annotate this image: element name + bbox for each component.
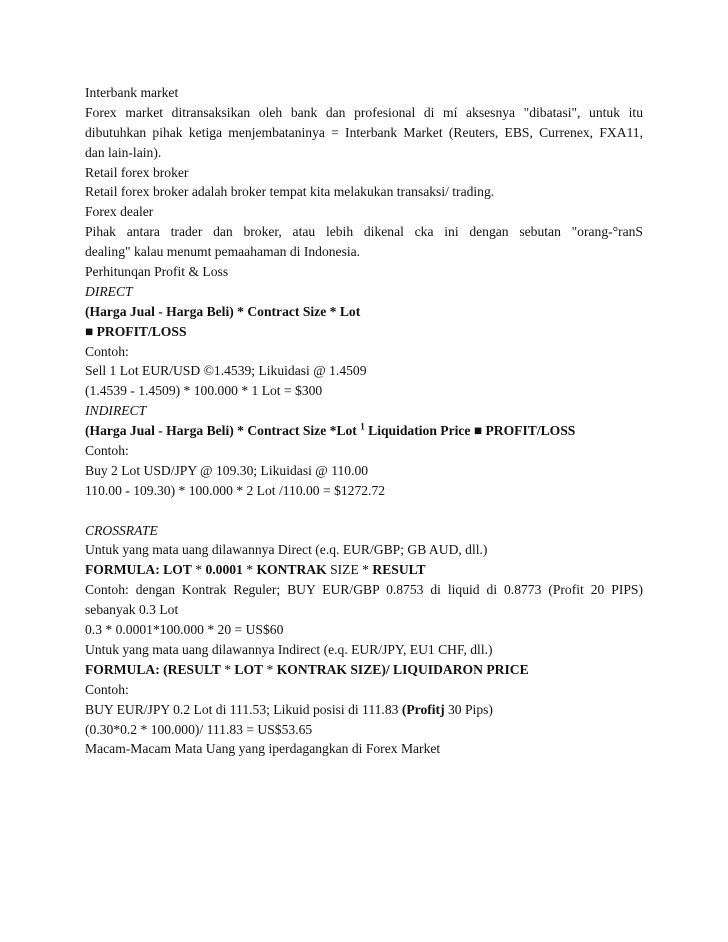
document-body bbox=[85, 83, 643, 759]
indirect-heading: INDIRECT bbox=[85, 403, 147, 419]
indirect-example-label: Contoh: bbox=[85, 443, 129, 459]
crossrate-indirect-example-line-1 bbox=[85, 700, 643, 720]
direct-heading: DIRECT bbox=[85, 283, 133, 299]
crossrate-direct-example-line-3: 0.3 * 0.0001*100.000 * 20 = US$60 bbox=[85, 622, 284, 638]
crossrate-indirect-example-line-2: (0.30*0.2 * 100.000)/ 111.83 = US$53.65 bbox=[85, 721, 313, 737]
direct-result: ■ PROFIT/LOSS bbox=[85, 323, 187, 339]
dealer-paragraph-line-1: Pihak antara trader dan broker, atau lebih dikenal cka ini dengan sebutan "orang-°ranS bbox=[85, 224, 643, 240]
indirect-formula bbox=[85, 421, 643, 441]
crossrate-indirect-example-label: Contoh: bbox=[85, 681, 129, 697]
formula-part-1: FORMULA: LOT bbox=[85, 562, 192, 578]
example-text-post: 30 Pips) bbox=[444, 701, 493, 717]
calc-heading: Perhitunqan Profit & Loss bbox=[85, 264, 229, 280]
crossrate-direct-formula bbox=[85, 560, 643, 580]
indirect-formula-part-b: Liquidation Price ■ PROFIT/LOSS bbox=[364, 423, 576, 439]
example-text-bold: (Profitj bbox=[401, 701, 445, 717]
crossrate-direct-example-line-2: sebanyak 0.3 Lot bbox=[85, 602, 179, 618]
formula-part-5: KONTRAK bbox=[256, 562, 327, 578]
crossrate-indirect-formula bbox=[85, 660, 643, 680]
interbank-heading: Interbank market bbox=[85, 85, 179, 100]
direct-example-line-2: (1.4539 - 1.4509) * 100.000 * 1 Lot = $300 bbox=[85, 383, 323, 399]
indirect-example-line-1: Buy 2 Lot USD/JPY @ 109.30; Likuidasi @ 110.00 bbox=[85, 462, 369, 478]
formula-part-6: SIZE * bbox=[326, 562, 373, 578]
retail-heading: Retail forex broker bbox=[85, 164, 189, 180]
formula-part-4: * bbox=[263, 661, 277, 677]
crossrate-direct-intro: Untuk yang mata uang dilawannya Direct (e.q. EUR/GBP; GB AUD, dll.) bbox=[85, 542, 488, 558]
crossrate-heading: CROSSRATE bbox=[85, 522, 158, 538]
formula-part-1: FORMULA: (RESULT bbox=[85, 661, 221, 677]
formula-part-3: 0.0001 bbox=[205, 562, 243, 578]
formula-part-5: KONTRAK SIZE)/ LIQUIDARON PRICE bbox=[276, 661, 529, 677]
crossrate-indirect-intro: Untuk yang mata uang dilawannya Indirect (e.q. EUR/JPY, EU1 CHF, dll.) bbox=[85, 641, 493, 657]
indirect-formula-part-a: (Harga Jual - Harga Beli) * Contract Size *Lot bbox=[85, 423, 361, 439]
example-text-pre: BUY EUR/JPY 0.2 Lot di 111.53; Likuid posisi di 111.83 bbox=[85, 701, 402, 717]
indirect-formula-superscript: 1 bbox=[360, 421, 365, 432]
formula-part-3: LOT bbox=[234, 661, 264, 677]
crossrate-direct-example-line-1: Contoh: dengan Kontrak Reguler; BUY EUR/GBP 0.8753 di liquid di 0.8773 (Profit 20 PIPS) bbox=[85, 582, 643, 598]
indirect-example-line-2: 110.00 - 109.30) * 100.000 * 2 Lot /110.00 = $1272.72 bbox=[85, 482, 386, 498]
formula-part-2: * bbox=[220, 661, 235, 677]
interbank-paragraph-line-2: dibutuhkan pihak ketiga menjembataninya = Interbank Market (Reuters, EBS, Currenex, FXA11, bbox=[85, 124, 643, 140]
formula-part-7: RESULT bbox=[372, 562, 426, 578]
interbank-paragraph-line-1: Forex market ditransaksikan oleh bank dan profesional di mí aksesnya "dibatasi", untuk itu bbox=[85, 104, 643, 120]
direct-formula: (Harga Jual - Harga Beli) * Contract Size * Lot bbox=[85, 303, 361, 319]
retail-paragraph: Retail forex broker adalah broker tempat kita melakukan transaksi/ trading. bbox=[85, 184, 495, 200]
dealer-heading: Forex dealer bbox=[85, 204, 154, 220]
direct-example-line-1: Sell 1 Lot EUR/USD ©1.4539; Likuidasi @ 1.4509 bbox=[85, 363, 367, 379]
direct-example-label: Contoh: bbox=[85, 343, 129, 359]
formula-part-2: * bbox=[191, 562, 206, 578]
blank-line bbox=[85, 501, 643, 521]
dealer-paragraph-line-2: dealing" kalau menumt pemaahaman di Indonesia. bbox=[85, 244, 361, 260]
currencies-line: Macam-Macam Mata Uang yang iperdagangkan di Forex Market bbox=[85, 741, 441, 757]
formula-part-4: * bbox=[242, 562, 257, 578]
interbank-paragraph-line-3: dan lain-lain). bbox=[85, 144, 162, 160]
